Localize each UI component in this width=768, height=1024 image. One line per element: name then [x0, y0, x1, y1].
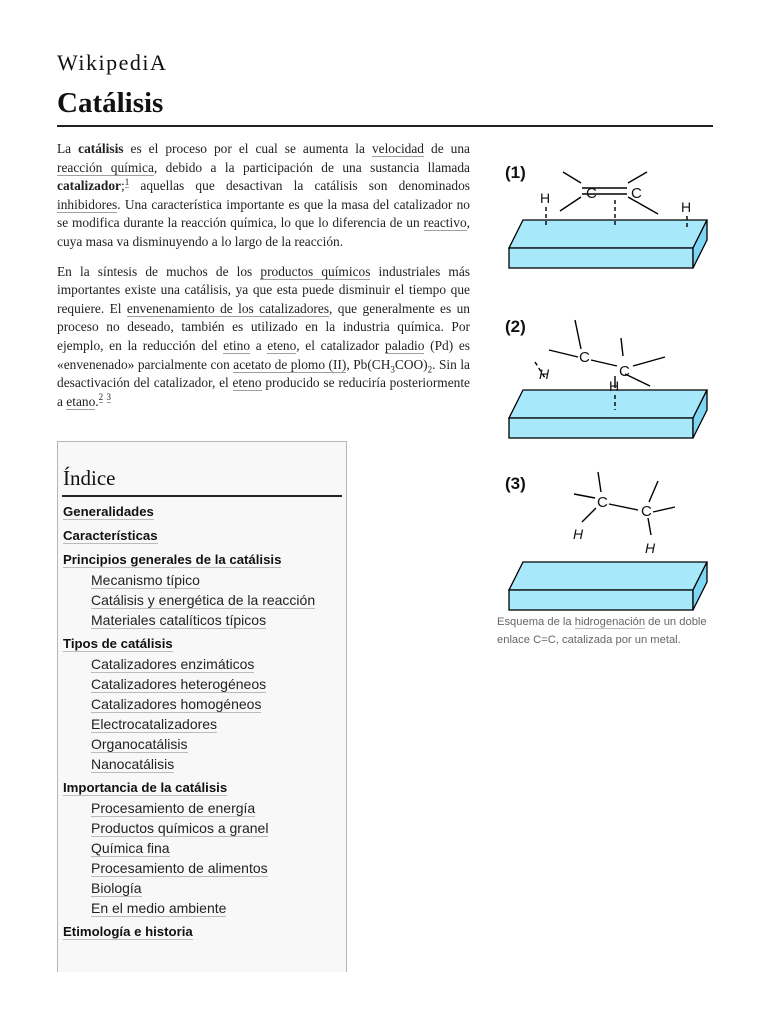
toc-section[interactable]	[63, 634, 343, 654]
toc-subsection[interactable]	[63, 654, 343, 674]
toc-subsection-label[interactable]: Procesamiento de energía	[91, 800, 256, 816]
toc-subsection[interactable]	[63, 674, 343, 694]
toc-subsection[interactable]	[63, 878, 343, 898]
toc-section-label[interactable]: Etimología e historia	[63, 924, 193, 939]
page-title: Catálisis	[57, 87, 164, 119]
link-reaccion-quimica[interactable]: reacción química	[57, 159, 154, 175]
text: producido se reduciría posteriormente a	[57, 375, 470, 409]
toc-subsection[interactable]	[63, 570, 343, 590]
toc-subsection-label[interactable]: Procesamiento de alimentos	[91, 860, 268, 876]
toc-section-label[interactable]: Generalidades	[63, 504, 154, 519]
text: , Pb(CH	[346, 356, 391, 372]
metal-surface-front-2	[509, 418, 693, 438]
toc-subsection-label[interactable]: Nanocatálisis	[91, 756, 175, 772]
panel-label-2: (2)	[505, 317, 526, 336]
text: , cuya masa va disminuyendo a lo largo de la reacción.	[57, 215, 470, 249]
atom-c: C	[631, 185, 642, 202]
toc-section[interactable]	[63, 502, 343, 522]
toc-section-label[interactable]: Tipos de catálisis	[63, 636, 173, 651]
text: ;	[120, 178, 125, 194]
text: La	[57, 141, 79, 156]
atom-c: C	[597, 494, 608, 511]
toc-list	[63, 502, 343, 946]
text: industriales más importantes existe una catálisis, ya que esta puede disminuir el tiempo que requiere. El	[57, 263, 470, 316]
toc-subsection-label[interactable]: Catalizadores enzimáticos	[91, 656, 255, 672]
link-acetato-de-plomo[interactable]: acetato de plomo (II)	[233, 356, 347, 372]
toc-title: Índice	[63, 466, 116, 490]
link-envenenamiento[interactable]: envenenamiento de los catalizadores	[126, 300, 330, 316]
text: de una	[424, 141, 470, 156]
toc-divider	[62, 495, 342, 497]
text: .	[95, 393, 99, 409]
subscript: 2	[427, 364, 433, 375]
wikipedia-logo[interactable]: WikipediA	[57, 50, 168, 75]
toc-subsection[interactable]	[63, 818, 343, 838]
toc-subsection[interactable]	[63, 754, 343, 774]
toc-subsection-label[interactable]: Catalizadores homogéneos	[91, 696, 262, 712]
toc-subsection[interactable]	[63, 898, 343, 918]
caption-text: de un doble enlace C=C, catalizada por un metal.	[497, 616, 707, 646]
atom-c: C	[619, 363, 630, 380]
metal-surface-front-1	[509, 248, 693, 268]
link-paladio[interactable]: paladio	[385, 337, 425, 353]
toc-subsection[interactable]	[63, 798, 343, 818]
toc-section-label[interactable]: Características	[63, 528, 158, 543]
toc-subsection-label[interactable]: En el medio ambiente	[91, 900, 227, 916]
toc-section[interactable]	[63, 550, 343, 570]
text: , que generalmente es un proceso no deseado, también es utilizado en la industria química. Por ejemplo, en la reducción del	[57, 300, 470, 353]
intro-paragraph-2	[57, 263, 470, 412]
link-hidrogenacion[interactable]: hidrogenación	[574, 616, 646, 628]
toc-subsection-label[interactable]: Electrocatalizadores	[91, 716, 218, 732]
link-eteno-2[interactable]: eteno	[232, 375, 262, 391]
toc-gap	[63, 942, 343, 946]
ethane-molecule-3	[574, 472, 675, 535]
text: (Pd) es «envenenado» parcialmente con	[57, 337, 470, 372]
hydrogenation-diagram	[495, 150, 715, 670]
subscript: 3	[390, 364, 395, 375]
article-body	[57, 140, 470, 422]
link-inhibidores[interactable]: inhibidores	[57, 196, 118, 212]
text: . Sin la desactivación del catalizador, el	[57, 356, 470, 391]
toc-subsection-label[interactable]: Materiales catalíticos típicos	[91, 612, 267, 628]
text: , debido a la participación de una sustancia llamada	[153, 159, 471, 175]
link-etano[interactable]: etano	[66, 393, 96, 409]
text: es el proceso por el cual se aumenta la	[123, 141, 372, 156]
text: COO)	[394, 356, 428, 372]
toc-subsection-label[interactable]: Biología	[91, 880, 142, 896]
intro-paragraph-1	[57, 140, 470, 252]
table-of-contents	[57, 441, 347, 972]
metal-surface-top-3	[509, 562, 707, 590]
toc-subsection-label[interactable]: Productos químicos a granel	[91, 820, 269, 836]
panel-label-1: (1)	[505, 163, 526, 182]
figure-caption	[497, 613, 712, 649]
reference-1[interactable]: 1	[124, 176, 130, 187]
toc-subsection[interactable]	[63, 590, 343, 610]
link-velocidad[interactable]: velocidad	[371, 141, 425, 156]
toc-subsection[interactable]	[63, 858, 343, 878]
link-productos-quimicos[interactable]: productos químicos	[260, 263, 371, 279]
text: . Una característica importante es que la masa del catalizador no se modifica durante la reacción química, lo que lo diferencia de un	[57, 196, 470, 231]
text: , el catalizador	[296, 337, 386, 353]
atom-c: C	[579, 349, 590, 366]
metal-surface-top-2	[509, 390, 707, 418]
panel-label-3: (3)	[505, 474, 526, 493]
metal-surface-front-3	[509, 590, 693, 610]
toc-subsection[interactable]	[63, 734, 343, 754]
atom-c: C	[641, 503, 652, 520]
toc-section-label[interactable]: Principios generales de la catálisis	[63, 552, 282, 567]
toc-subsection-label[interactable]: Mecanismo típico	[91, 572, 200, 588]
bold-term: catalizador	[57, 178, 121, 194]
title-divider	[57, 125, 713, 127]
text: a	[250, 337, 268, 353]
text: aquellas que desactivan la catálisis son denominados	[129, 178, 470, 194]
toc-subsection[interactable]	[63, 714, 343, 734]
bold-term: catálisis	[78, 141, 124, 156]
toc-section[interactable]	[63, 922, 343, 942]
toc-subsection-label[interactable]: Catálisis y energética de la reacción	[91, 592, 316, 608]
atom-h: H	[539, 366, 550, 382]
toc-subsection-label[interactable]: Química fina	[91, 840, 170, 856]
toc-section[interactable]	[63, 526, 343, 546]
link-eteno[interactable]: eteno	[267, 337, 297, 353]
toc-subsection[interactable]	[63, 838, 343, 858]
toc-subsection-label[interactable]: Catalizadores heterogéneos	[91, 676, 267, 692]
atom-h: H	[573, 526, 584, 542]
toc-subsection[interactable]	[63, 610, 343, 630]
toc-subsection[interactable]	[63, 694, 343, 714]
atom-c: C	[586, 185, 597, 202]
text: En la síntesis de muchos de los	[57, 263, 261, 279]
atom-h: H	[540, 190, 551, 206]
toc-section-label[interactable]: Importancia de la catálisis	[63, 780, 228, 795]
metal-surface-top-1	[509, 220, 707, 248]
toc-section[interactable]	[63, 778, 343, 798]
reference-3[interactable]: 3	[106, 392, 112, 403]
caption-text: Esquema de la	[497, 616, 575, 628]
reference-2[interactable]: 2	[98, 392, 104, 403]
atom-h: H	[681, 199, 692, 215]
link-etino[interactable]: etino	[223, 337, 251, 353]
toc-subsection-label[interactable]: Organocatálisis	[91, 736, 188, 752]
link-reactivo[interactable]: reactivo	[423, 215, 467, 231]
atom-h: H	[645, 540, 656, 556]
atom-h: H	[609, 378, 620, 394]
